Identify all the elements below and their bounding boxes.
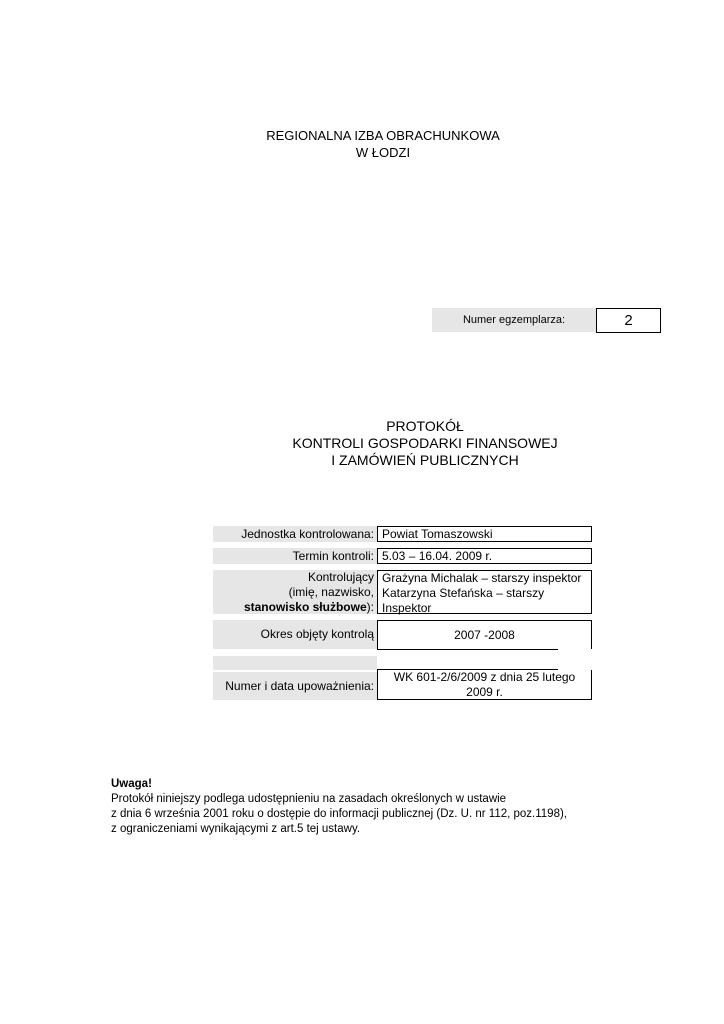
unit-label: Jednostka kontrolowana: — [213, 526, 377, 542]
institution-header — [0, 127, 724, 161]
institution-name: REGIONALNA IZBA OBRACHUNKOWA — [266, 128, 500, 143]
auth-value-line-1: WK 601-2/6/2009 z dnia 25 lutego — [393, 670, 576, 684]
auth-value — [377, 670, 592, 700]
term-label: Termin kontroli: — [213, 548, 377, 564]
term-value: 5.03 – 16.04. 2009 r. — [377, 548, 592, 564]
period-value: 2007 -2008 — [377, 620, 592, 649]
document-title — [290, 418, 560, 469]
notice-line-2: z dnia 6 września 2001 roku o dostępie do informacji publicznej (Dz. U. nr 112, poz.1198), — [111, 808, 567, 820]
copy-number-label: Numer egzemplarza: — [432, 308, 596, 332]
unit-value: Powiat Tomaszowski — [377, 526, 592, 542]
inspectors-label-bold: stanowisko służbowe — [243, 600, 367, 614]
inspector-line-1: Grażyna Michalak – starszy inspektor — [382, 571, 582, 585]
inspectors-value — [377, 570, 592, 614]
institution-city: W ŁODZI — [355, 145, 411, 160]
title-line-3: I ZAMÓWIEŃ PUBLICZNYCH — [331, 452, 519, 468]
notice — [111, 777, 567, 837]
inspectors-label-line-1: Kontrolujący — [307, 570, 374, 584]
copy-number-value: 2 — [596, 308, 661, 333]
notice-heading: Uwaga! — [111, 778, 152, 790]
inspector-line-3: Inspektor — [382, 601, 432, 615]
title-line-1: PROTOKÓŁ — [386, 418, 464, 434]
auth-value-line-2: 2009 r. — [466, 685, 503, 699]
inspectors-label-line-2: (imię, nazwisko, — [288, 585, 374, 599]
period-label: Okres objęty kontrolą — [213, 620, 377, 649]
auth-label: Numer i data upoważnienia: — [213, 672, 377, 700]
inspector-line-2: Katarzyna Stefańska – starszy — [382, 586, 545, 600]
notice-line-3: z ograniczeniami wynikającymi z art.5 tej ustawy. — [111, 823, 361, 835]
notice-line-1: Protokół niniejszy podlega udostępnieniu na zasadach określonych w ustawie — [111, 793, 507, 805]
inspectors-label-line-3 — [213, 600, 374, 615]
title-line-2: KONTROLI GOSPODARKI FINANSOWEJ — [292, 435, 558, 451]
inspectors-label — [213, 570, 377, 614]
period-underline — [377, 649, 558, 650]
auth-label-top-shade — [213, 656, 377, 670]
inspectors-label-suffix: ): — [366, 600, 374, 614]
